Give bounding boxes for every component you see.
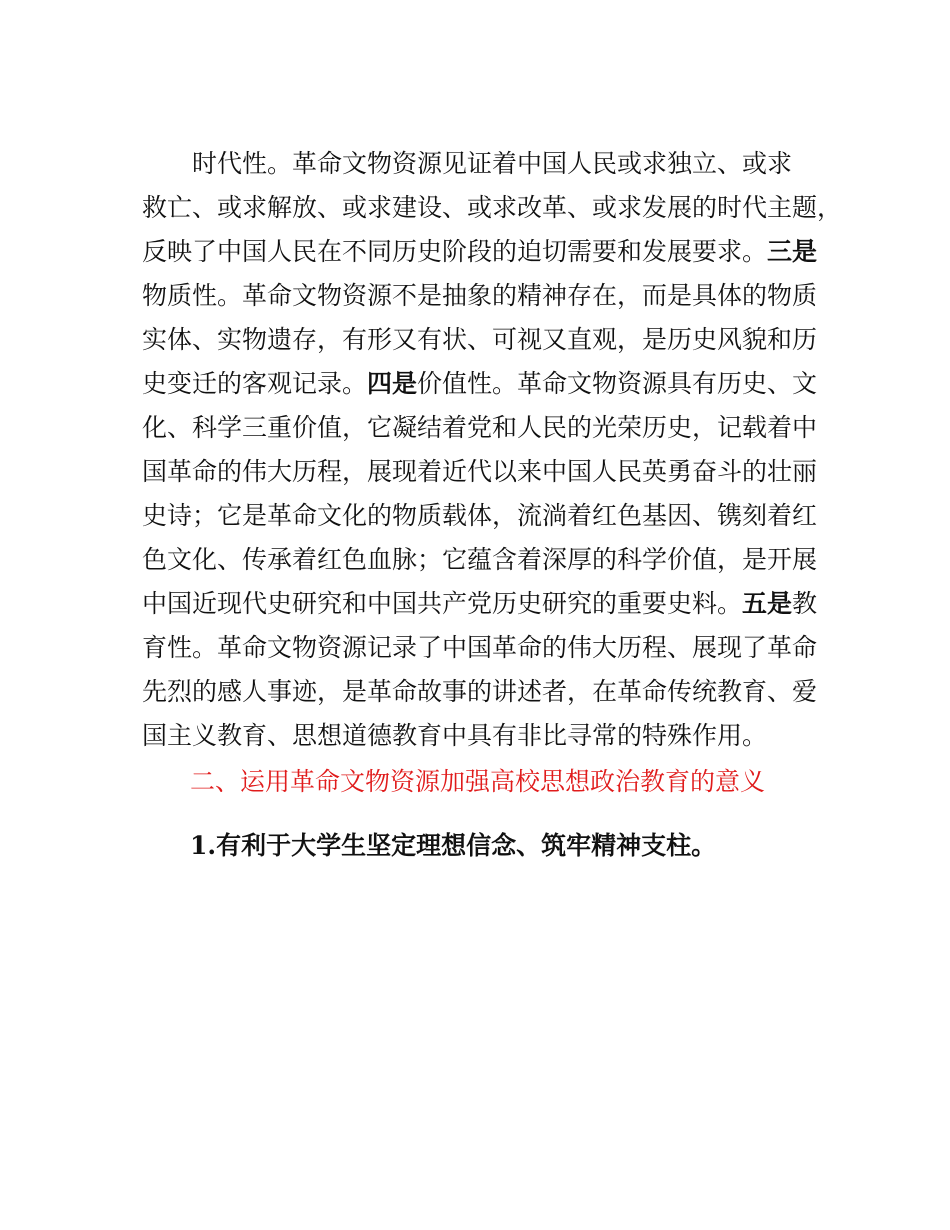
- paragraph-line: [142, 362, 842, 406]
- bold-marker: 四是: [367, 369, 418, 398]
- line-text: 救亡、或求解放、或求建设、或求改革、或求发展的时代主题，: [142, 193, 843, 222]
- paragraph-line: [142, 318, 842, 362]
- line-text: 国革命的伟大历程，展现着近代以来中国人民英勇奋斗的壮丽: [142, 457, 818, 486]
- line-text: 国主义教育、思想道德教育中具有非比寻常的特殊作用。: [142, 721, 768, 750]
- bold-marker: 三是: [767, 237, 818, 266]
- line-text: 史诗；它是革命文化的物质载体，流淌着红色基因、镌刻着红: [142, 501, 818, 530]
- paragraph-line: [142, 406, 842, 450]
- paragraph-line: [142, 626, 842, 670]
- line-text: 时代性。革命文物资源见证着中国人民或求独立、或求: [192, 149, 793, 178]
- line-text: 色文化、传承着红色血脉；它蕴含着深厚的科学价值，是开展: [142, 545, 818, 574]
- paragraph-line: [142, 582, 842, 626]
- paragraph-line: [142, 186, 842, 230]
- paragraph-line: [142, 274, 842, 318]
- bold-marker: 五是: [742, 589, 793, 618]
- body-paragraph: [142, 142, 842, 758]
- line-text: 物质性。革命文物资源不是抽象的精神存在，而是具体的物质: [142, 281, 818, 310]
- paragraph-line: [142, 538, 842, 582]
- line-text: 先烈的感人事迹，是革命故事的讲述者，在革命传统教育、爱: [142, 677, 818, 706]
- paragraph-line: [142, 450, 842, 494]
- section-heading: 二、运用革命文物资源加强高校思想政治教育的意义: [190, 767, 766, 796]
- line-text: 教: [792, 589, 818, 618]
- paragraph-line: [142, 670, 842, 714]
- line-text: 价值性。革命文物资源具有历史、文: [417, 369, 818, 398]
- paragraph-line: [142, 230, 842, 274]
- paragraph-line: [142, 714, 842, 758]
- line-text: 反映了中国人民在不同历史阶段的迫切需要和发展要求。: [142, 237, 768, 266]
- line-text: 化、科学三重价值，它凝结着党和人民的光荣历史，记载着中: [142, 413, 818, 442]
- line-text: 中国近现代史研究和中国共产党历史研究的重要史料。: [142, 589, 743, 618]
- paragraph-line: [142, 494, 842, 538]
- line-text: 实体、实物遗存，有形又有状、可视又直观，是历史风貌和历: [142, 325, 818, 354]
- paragraph-line: [142, 142, 842, 186]
- subsection-heading: 1.有利于大学生坚定理想信念、筑牢精神支柱。: [190, 831, 717, 860]
- line-text: 史变迁的客观记录。: [142, 369, 368, 398]
- line-text: 育性。革命文物资源记录了中国革命的伟大历程、展现了革命: [142, 633, 818, 662]
